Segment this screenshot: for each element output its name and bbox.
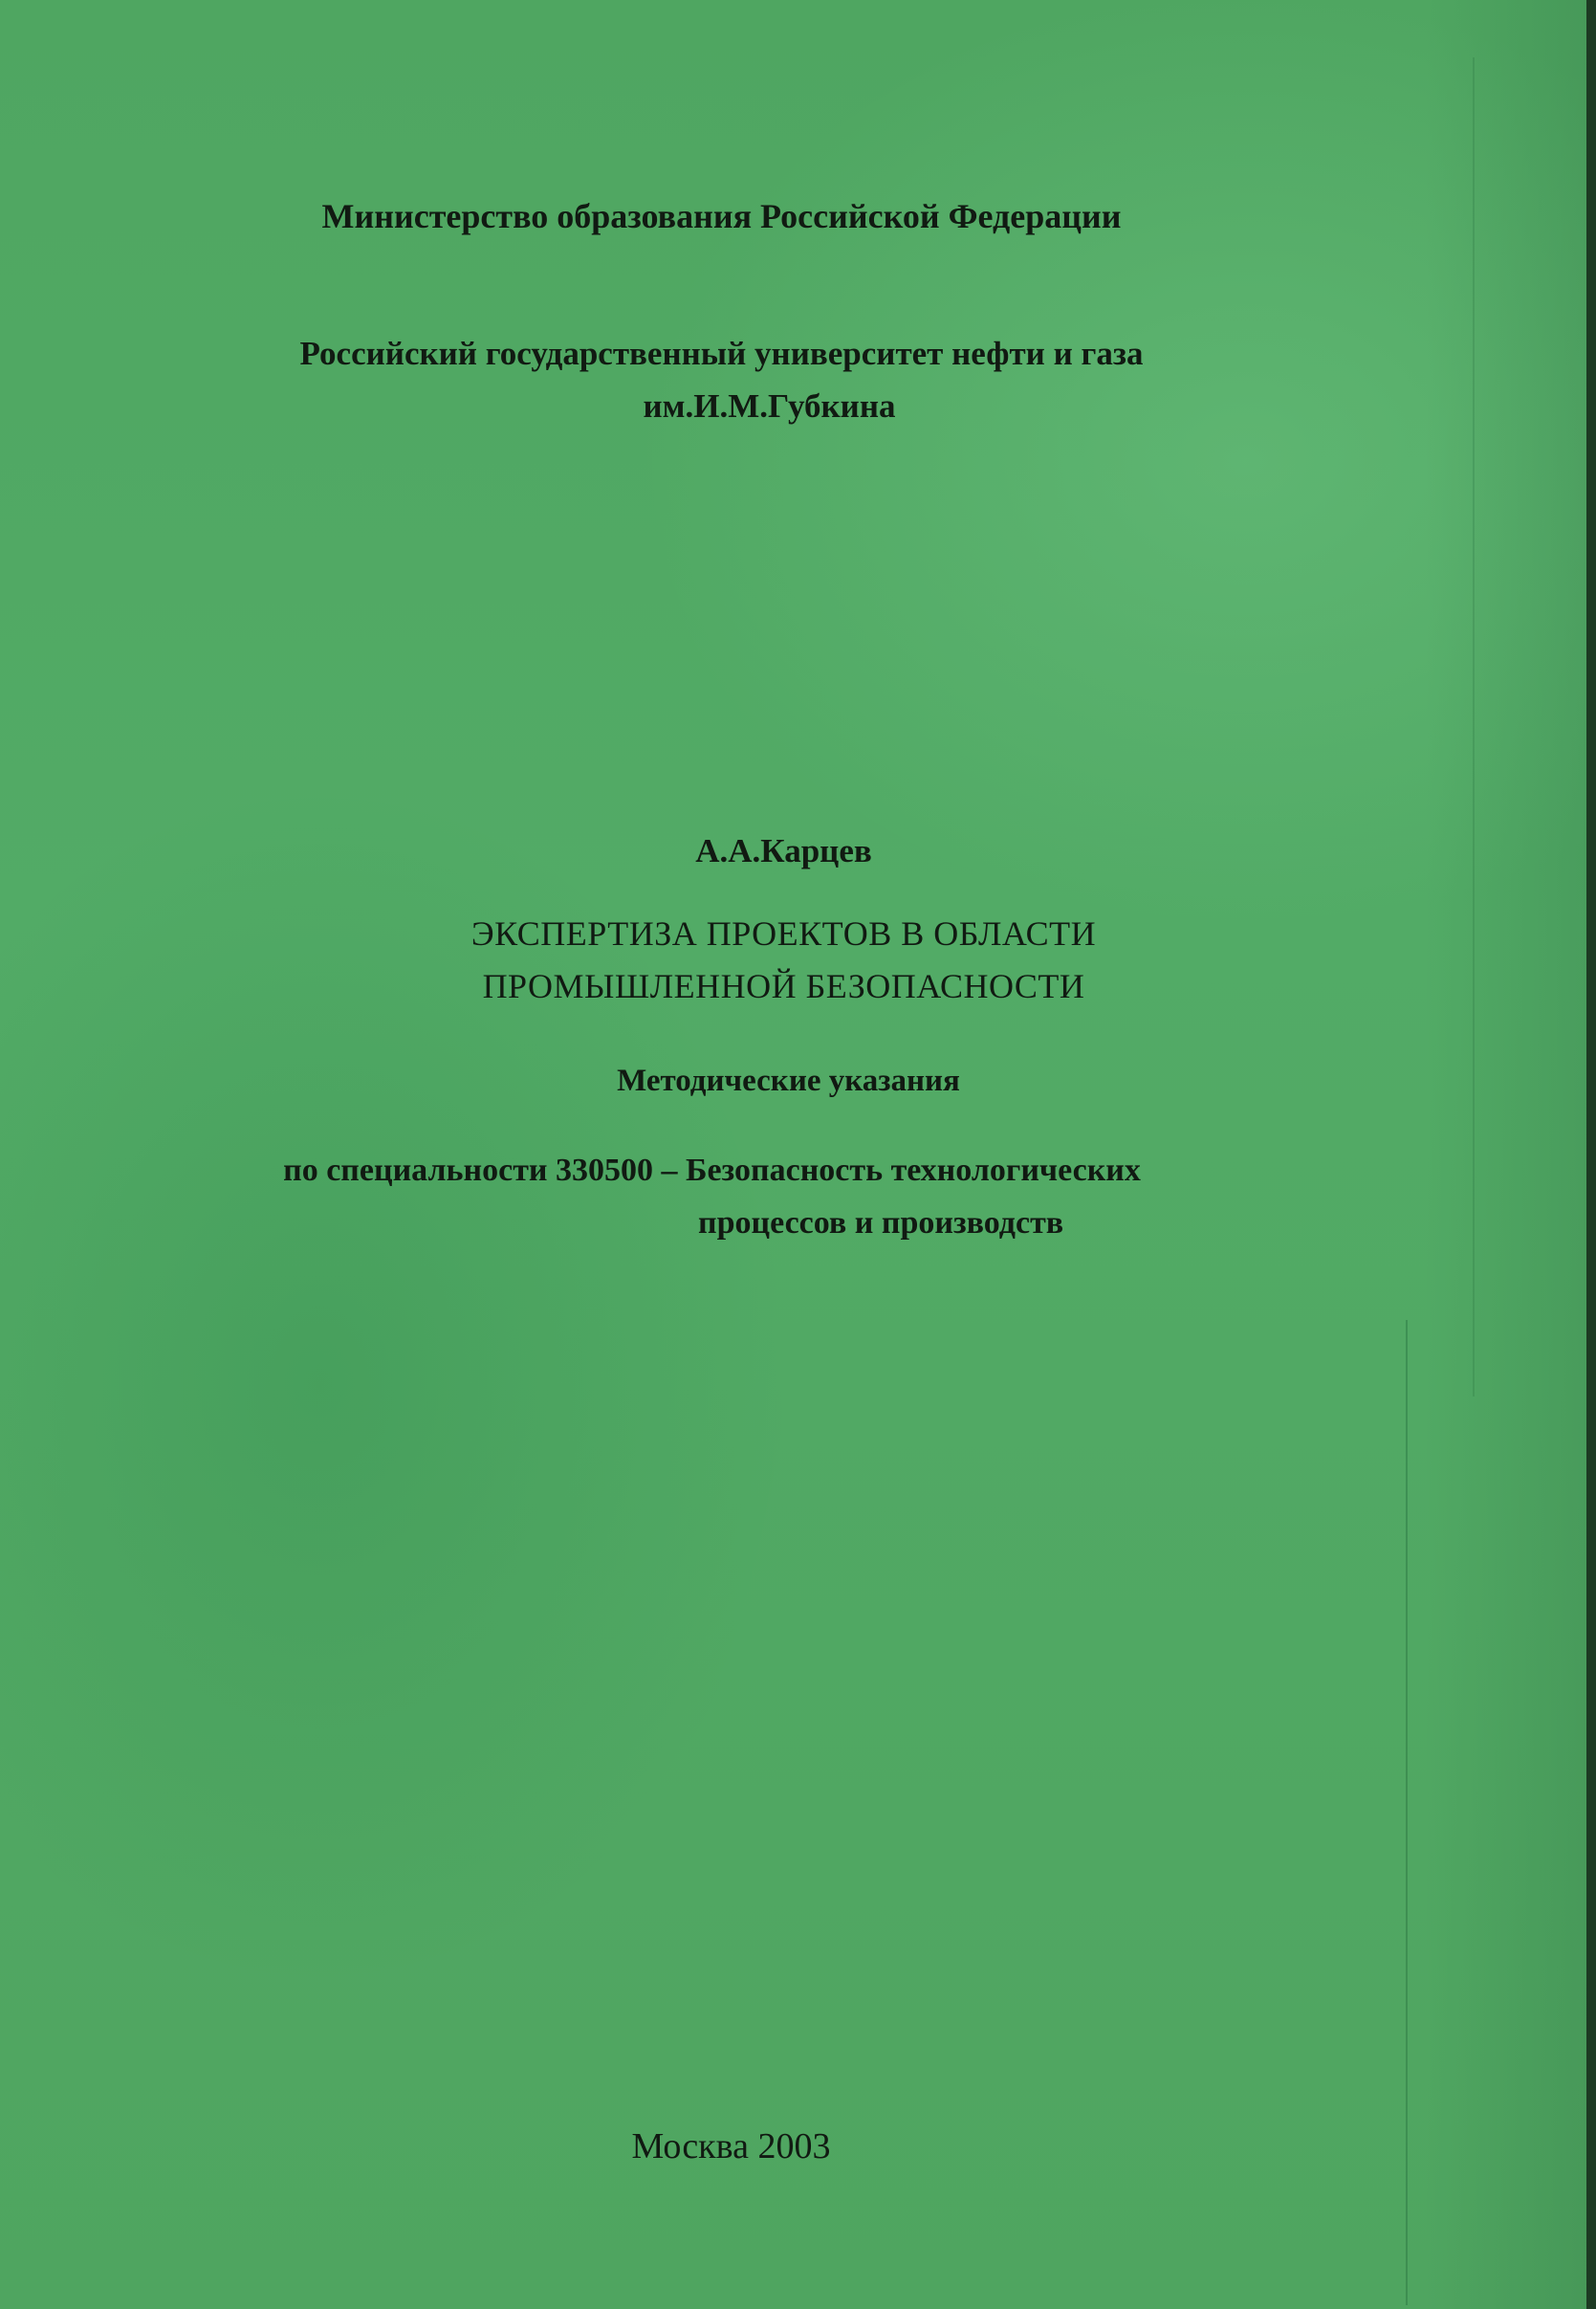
specialty-line-1: по специальности 330500 – Безопасность технологических (283, 1153, 1141, 1188)
scan-edge (1586, 0, 1596, 2309)
paper-crease (1473, 57, 1475, 1396)
university-name: Российский государственный университет нефти и газа (299, 335, 1144, 372)
specialty-line-2: процессов и производств (698, 1205, 1064, 1241)
document-title-line-1: ЭКСПЕРТИЗА ПРОЕКТОВ В ОБЛАСТИ (470, 914, 1097, 953)
author-name: А.А.Карцев (695, 832, 872, 869)
document-type: Методические указания (617, 1064, 960, 1098)
document-title-line-2: ПРОМЫШЛЕННОЙ БЕЗОПАСНОСТИ (482, 967, 1085, 1005)
university-name-dedication: им.И.М.Губкина (643, 387, 896, 425)
ministry-name: Министерство образования Российской Федерации (321, 197, 1122, 235)
city-year: Москва 2003 (631, 2126, 831, 2166)
